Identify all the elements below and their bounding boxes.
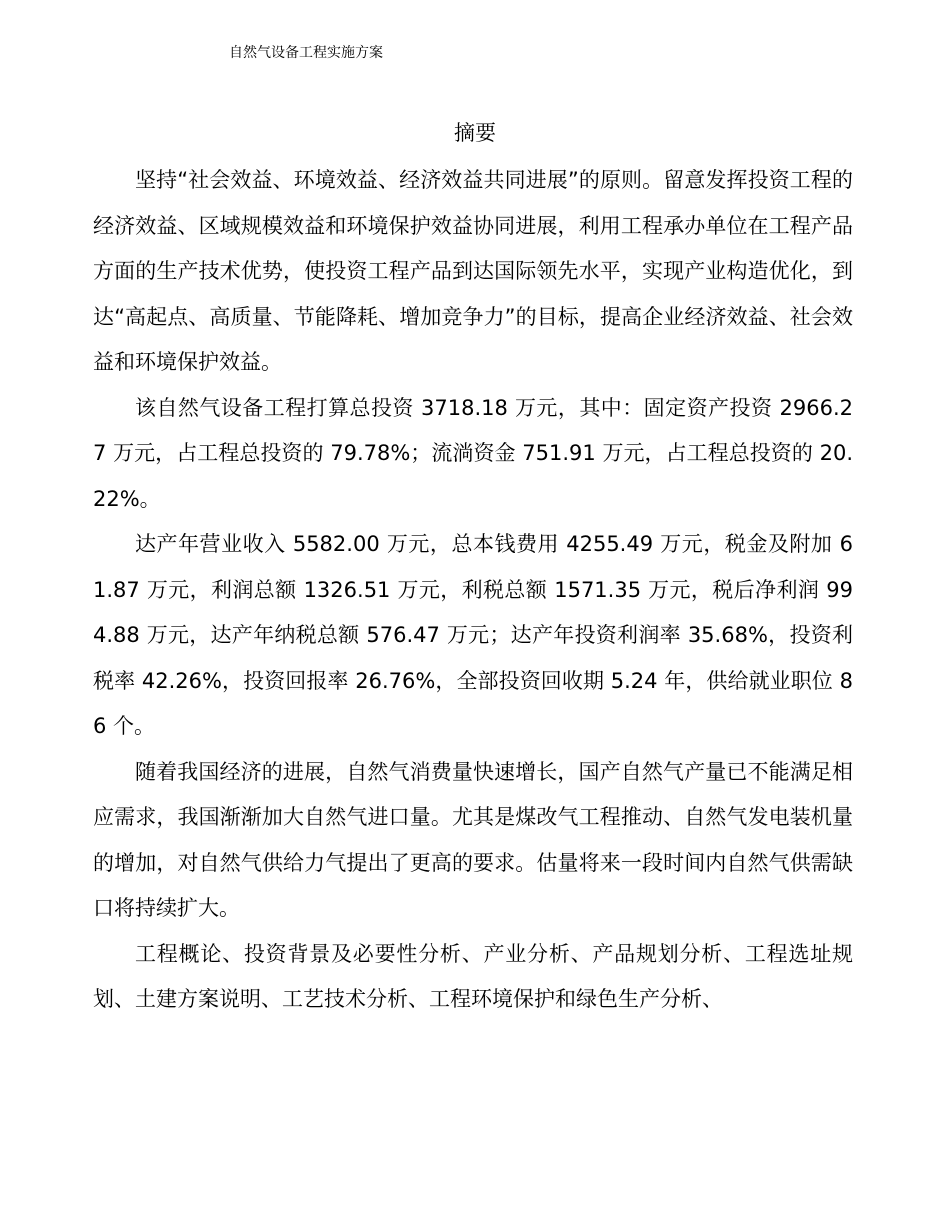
paragraph-financials: 达产年营业收入 5582.00 万元，总本钱费用 4255.49 万元，税金及附加 61.87 万元，利润总额 1326.51 万元，利税总额 1571.35 万元，税后净利润 994.88 万元，达产年纳税总额 576.47 万元；达产年投资利润率 35.68%，投资利税率 42.26%，投资回报率 26.76%，全部投资回收期 5.24 年，供给就业职位 86 个。 bbox=[93, 532, 853, 738]
paragraph-background: 随着我国经济的进展，自然气消费量快速增长，国产自然气产量已不能满足相应需求，我国渐渐加大自然气进口量。尤其是煤改气工程推动、自然气发电装机量的增加，对自然气供给力气提出了更高的要求。估量将来一段时间内自然气供需缺口将持续扩大。 bbox=[93, 759, 853, 920]
paragraph-principle: 坚持“社会效益、环境效益、经济效益共同进展”的原则。留意发挥投资工程的经济效益、区域规模效益和环境保护效益协同进展，利用工程承办单位在工程产品方面的生产技术优势，使投资工程产品到达国际领先水平，实现产业构造优化，到达“高起点、高质量、节能降耗、增加竞争力”的目标，提高企业经济效益、社会效益和环境保护效益。 bbox=[93, 168, 853, 374]
body-text bbox=[93, 158, 853, 1023]
paragraph-contents: 工程概论、投资背景及必要性分析、产业分析、产品规划分析、工程选址规划、土建方案说明、工艺技术分析、工程环境保护和绿色生产分析、 bbox=[93, 941, 853, 1011]
running-header: 自然气设备工程实施方案 bbox=[229, 45, 383, 61]
section-title: 摘要 bbox=[454, 121, 496, 145]
paragraph-investment: 该自然气设备工程打算总投资 3718.18 万元，其中：固定资产投资 2966.27 万元，占工程总投资的 79.78%；流淌资金 751.91 万元，占工程总投资的 20.22%。 bbox=[93, 395, 853, 511]
